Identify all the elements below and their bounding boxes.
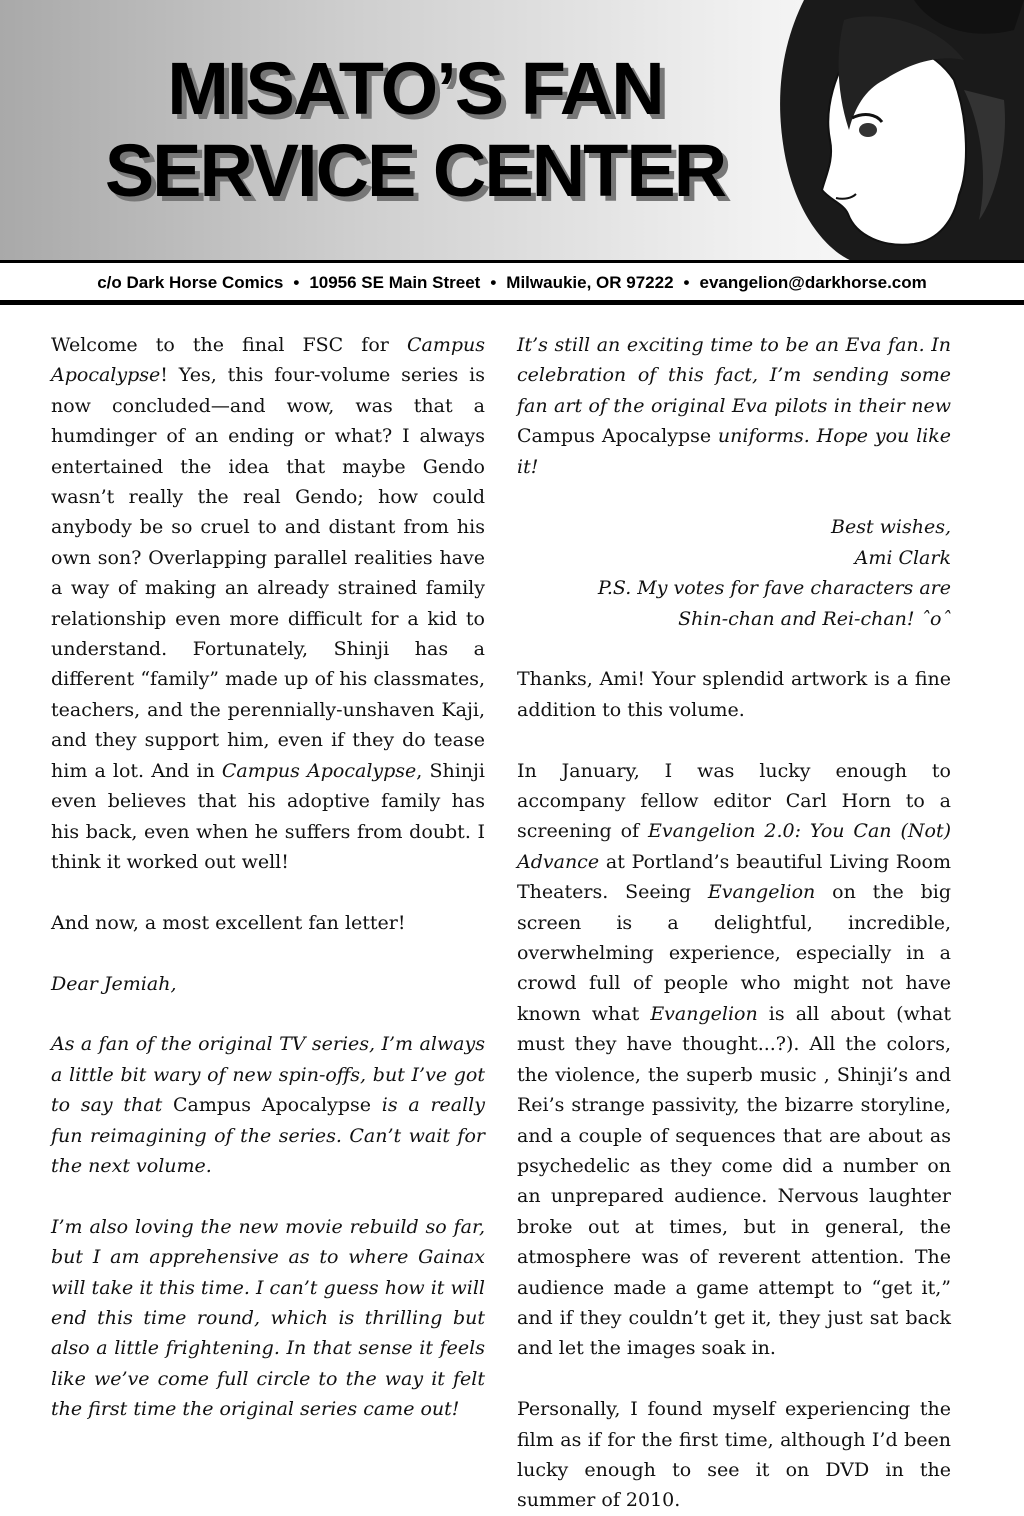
misato-portrait-illustration: [764, 0, 1024, 262]
signoff-ps-line-1: P.S. My votes for fave characters are: [597, 577, 951, 600]
signoff-ps-line-2: Shin-chan and Rei-chan! ˆoˆ: [678, 607, 951, 630]
screening-paragraph: In January, I was lucky enough to accompany fellow editor Carl Horn to a screening of Evangelion 2.0: You Can (Not) Advance at Portland’s beautiful Living Room Theaters. Seeing Evangelion on the big screen is a delightful, incredible, overwhelming experience, especially in a crowd full of people who might not have known what Evangelion is all about (what must they have thought...?). All the colors, the violence, the superb music , Shinji’s and Rei’s strange passivity, the bizarre storyline, and a couple of sequences that are about as psychedelic as they come did a number on an unprepared audience. Nervous laughter broke out at times, but in general, the atmosphere was of reverent attention. The audience made a game attempt to “get it,” and if they couldn’t get it, they just sat back and let the images soak in.: [517, 759, 951, 1360]
letter-paragraph-1: As a fan of the original TV series, I’m always a little bit wary of new spin-offs, but I’ve got to say that Campus Apocalypse is a really fun reimagining of the series. Can’t wait for the next volume.: [51, 1033, 485, 1177]
address-street: 10956 SE Main Street: [309, 273, 481, 292]
address-city: Milwaukie, OR 97222: [506, 273, 674, 292]
header-banner: [0, 0, 1024, 262]
address-email: evangelion@darkhorse.com: [699, 273, 927, 292]
letter-paragraph-2: I’m also loving the new movie rebuild so far, but I am apprehensive as to where Gainax will take it this time. I can’t guess how it will end this time round, which is thrilling but also a little frightening. In that sense it feels like we’ve come full circle to the way it felt the first time the original series came out!: [51, 1215, 485, 1421]
signoff-name: Ami Clark: [854, 546, 951, 569]
right-column: [517, 330, 951, 1516]
letter-signoff: [517, 512, 951, 634]
address-care-of: c/o Dark Horse Comics: [97, 273, 284, 292]
reply-paragraph: Thanks, Ami! Your splendid artwork is a fine addition to this volume.: [517, 668, 951, 721]
bottom-rule: [0, 300, 1024, 305]
title-line-2: SERVICE CENTER: [104, 129, 726, 212]
title-line-1: MISATO’S FAN: [167, 47, 663, 130]
left-column: [51, 330, 485, 1425]
intro-paragraph: Welcome to the final FSC for Campus Apocalypse! Yes, this four-volume series is now concluded—and wow, was that a humdinger of an ending or what? I always entertained the idea that maybe Gendo wasn’t really the real Gendo; how could anybody be so cruel to and distant from his own son? Overlapping parallel realities have a way of making an already strained family relationship even more difficult for a kid to understand. Fortunately, Shinji has a different “family” made up of his classmates, teachers, and the perennially-unshaven Kaji, and they support him, even if they do tease him a lot. And in Campus Apocalypse, Shinji even believes that his adoptive family has his back, even when he suffers from doubt. I think it worked out well!: [51, 334, 485, 873]
separator-bullet: •: [293, 273, 300, 292]
page-title: [70, 48, 760, 212]
lead-in-paragraph: And now, a most excellent fan letter!: [51, 911, 406, 934]
separator-bullet: •: [490, 273, 497, 292]
address-bar: [0, 268, 1024, 298]
top-rule: [0, 260, 1024, 263]
signoff-closing: Best wishes,: [831, 516, 951, 539]
separator-bullet: •: [683, 273, 690, 292]
letter-salutation: Dear Jemiah,: [51, 972, 177, 995]
personal-paragraph: Personally, I found myself experiencing the film as if for the first time, although I’d been lucky enough to see it on DVD in the summer of 2010.: [517, 1398, 951, 1512]
letter-paragraph-3: It’s still an exciting time to be an Eva fan. In celebration of this fact, I’m sending some fan art of the original Eva pilots in their new Campus Apocalypse uniforms. Hope you like it!: [517, 334, 951, 478]
